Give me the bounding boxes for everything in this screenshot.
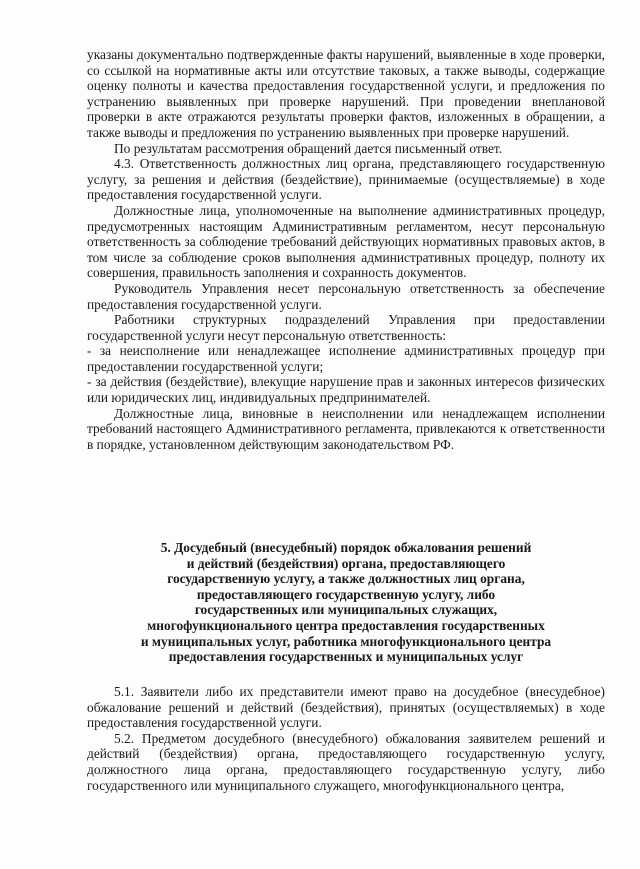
list-item: - за неисполнение или ненадлежащее исполнение административных процедур при предоставлении государственной услуги;	[87, 343, 605, 374]
list-item: - за действия (бездействие), влекущие нарушение прав и законных интересов физических или юридических лиц, индивидуальных предпринимателей.	[87, 374, 605, 406]
section-4-body	[87, 47, 605, 452]
paragraph: Руководитель Управления несет персональную ответственность за обеспечение предоставления государственной услуги.	[87, 280, 605, 312]
heading-line: государственную услугу, а также должностных лиц органа,	[167, 571, 525, 587]
heading-line: предоставляющего государственную услугу, либо	[196, 586, 496, 602]
heading-line: и действий (бездействия) органа, предоставляющего	[186, 555, 506, 571]
heading-line: государственных или муниципальных служащих,	[194, 602, 498, 618]
section-5-body	[87, 684, 605, 793]
paragraph: Должностные лица, уполномоченные на выполнение административных процедур, предусмотренных настоящим Административным регламентом, несут персональную ответственность за соблюдение требований действующих нормативных правовых актов, в том числе за соблюдение сроков выполнения административных процедур, полноту их совершения, правильность заполнения и сохранность документов.	[87, 202, 605, 281]
paragraph: 4.3. Ответственность должностных лиц органа, представляющего государственную услугу, за решения и действия (бездействие), принимаемые (осуществляемые) в ходе предоставления государственной услуги.	[87, 156, 605, 203]
paragraph: Должностные лица, виновные в неисполнении или ненадлежащем исполнении требований настоящего Административного регламента, привлекаются к ответственности в порядке, установленном действующим законодательством РФ.	[87, 405, 605, 452]
paragraph: 5.2. Предметом досудебного (внесудебного) обжалования заявителем решений и действий (бездействия) органа, предоставляющего государственную услугу, должностного лица органа, предоставляющего государственную услугу, либо государственного или муниципального служащего, многофункционального центра,	[87, 730, 605, 793]
heading-line: и муниципальных услуг, работника многофункционального центра	[140, 633, 552, 649]
heading-line: многофункционального центра предоставления государственных	[147, 617, 545, 633]
paragraph: По результатам рассмотрения обращений дается письменный ответ.	[114, 140, 503, 156]
section-5-heading	[87, 540, 605, 665]
paragraph: Работники структурных подразделений Управления при предоставлении государственной услуги несут персональную ответственность:	[87, 312, 605, 343]
heading-line: 5. Досудебный (внесудебный) порядок обжалования решений	[160, 540, 532, 555]
paragraph: указаны документально подтвержденные факты нарушений, выявленные в ходе проверки, со ссылкой на нормативные акты или отсутствие таковых, а также выводы, содержащие оценку полноты и качества предоставления государственной услуги, и предложения по устранению выявленных при проверке нарушений. При проведении внеплановой проверки в акте отражаются результаты проверки фактов, изложенных в обращении, а также выводы и предложения по устранению выявленных при проверке нарушений.	[87, 47, 605, 140]
heading-line: предоставления государственных и муниципальных услуг	[168, 649, 524, 665]
paragraph: 5.1. Заявители либо их представители имеют право на досудебное (внесудебное) обжалование решений и действий (бездействия), принятых (осуществляемых) в ходе предоставления государственной услуги.	[87, 684, 605, 731]
